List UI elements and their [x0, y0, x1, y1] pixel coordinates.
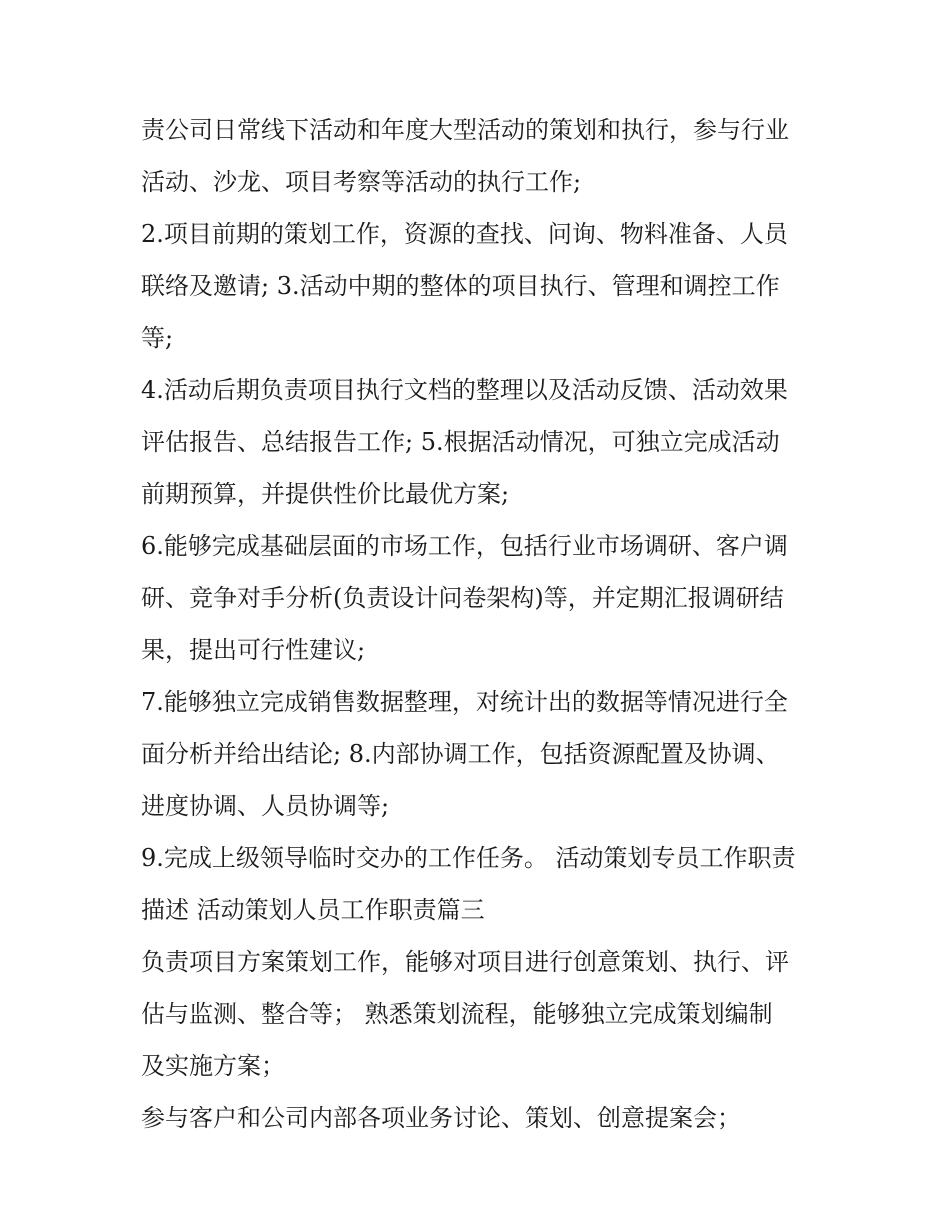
- text-line: 参与客户和公司内部各项业务讨论、策划、创意提案会；: [141, 1104, 741, 1132]
- text-line: 负责项目方案策划工作，能够对项目进行创意策划、执行、评: [141, 948, 789, 976]
- text-line: 果，提出可行性建议;: [141, 636, 366, 664]
- text-line: 评估报告、总结报告工作; 5.根据活动情况，可独立完成活动: [141, 428, 780, 456]
- text-line: 联络及邀请; 3.活动中期的整体的项目执行、管理和调控工作: [141, 272, 780, 300]
- text-line: 面分析并给出结论; 8.内部协调工作，包括资源配置及协调、: [141, 740, 780, 768]
- text-line: 7.能够独立完成销售数据整理，对统计出的数据等情况进行全: [141, 688, 788, 716]
- text-line: 9.完成上级领导临时交办的工作任务。 活动策划专员工作职责: [141, 844, 796, 872]
- text-line: 活动、沙龙、项目考察等活动的执行工作;: [141, 168, 582, 196]
- text-line: 估与监测、整合等； 熟悉策划流程，能够独立完成策划编制: [141, 1000, 773, 1028]
- text-line: 描述 活动策划人员工作职责篇三: [141, 896, 485, 924]
- text-line: 4.活动后期负责项目执行文档的整理以及活动反馈、活动效果: [141, 376, 788, 404]
- text-line: 责公司日常线下活动和年度大型活动的策划和执行，参与行业: [141, 116, 789, 144]
- text-line: 等;: [141, 324, 174, 352]
- text-line: 进度协调、人员协调等;: [141, 792, 390, 820]
- text-line: 研、竞争对手分析(负责设计问卷架构)等，并定期汇报调研结: [141, 584, 784, 612]
- text-line: 及实施方案；: [141, 1052, 285, 1080]
- text-line: 6.能够完成基础层面的市场工作，包括行业市场调研、客户调: [141, 532, 788, 560]
- text-line: 2.项目前期的策划工作，资源的查找、问询、物料准备、人员: [141, 220, 788, 248]
- text-line: 前期预算，并提供性价比最优方案;: [141, 480, 510, 508]
- document-body: [141, 104, 821, 1144]
